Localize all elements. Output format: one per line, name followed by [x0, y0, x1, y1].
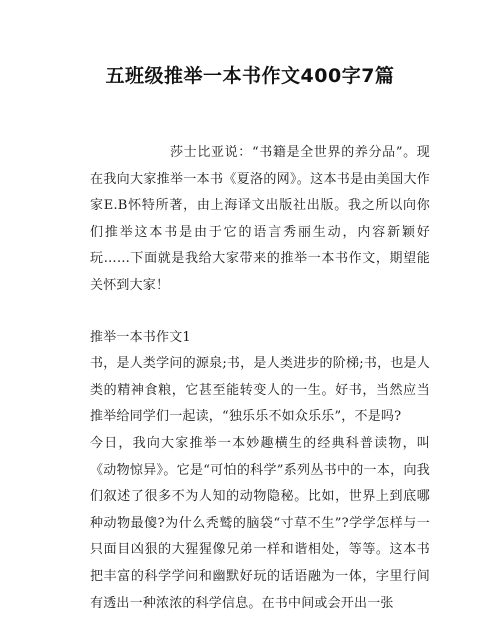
body-paragraph: 今日，我向大家推举一本妙趣横生的经典科普读物，叫《动物惊异》。它是“可怕的科学”系列丛书中的一本，向我们叙述了很多不为人知的动物隐秘。比如，世界上到底哪种动物最傻?为什么秃鹫的脑袋“寸草不生”?学学怎样与一只面目凶狠的大猩猩像兄弟一样和谐相处，等等。这本书把丰富的科学学问和幽默好玩的话语融为一体，字里行间有透出一种浓浓的科学信息。在书中间或会开出一张 [90, 435, 430, 611]
document-body [90, 140, 430, 617]
document-title: 五班级推举一本书作文400字7篇 [105, 65, 395, 87]
intro-paragraph: 莎士比亚说：“书籍是全世界的养分品”。现在我向大家推举一本书《夏洛的网》。这本书是由美国大作家E.B怀特所著，由上海译文出版社出版。我之所以向你们推举这本书是由于它的语言秀丽生动，内容新颖好玩……下面就是我给大家带来的推举一本书作文，期望能关怀到大家！ [90, 145, 430, 293]
section-heading: 推举一本书作文1 [90, 329, 191, 345]
body-paragraph: 书，是人类学问的源泉;书，是人类进步的阶梯;书，也是人类的精神食粮，它甚至能转变人的一生。好书，当然应当推举给同学们一起读，“独乐乐不如众乐乐”，不是吗? [90, 356, 430, 425]
